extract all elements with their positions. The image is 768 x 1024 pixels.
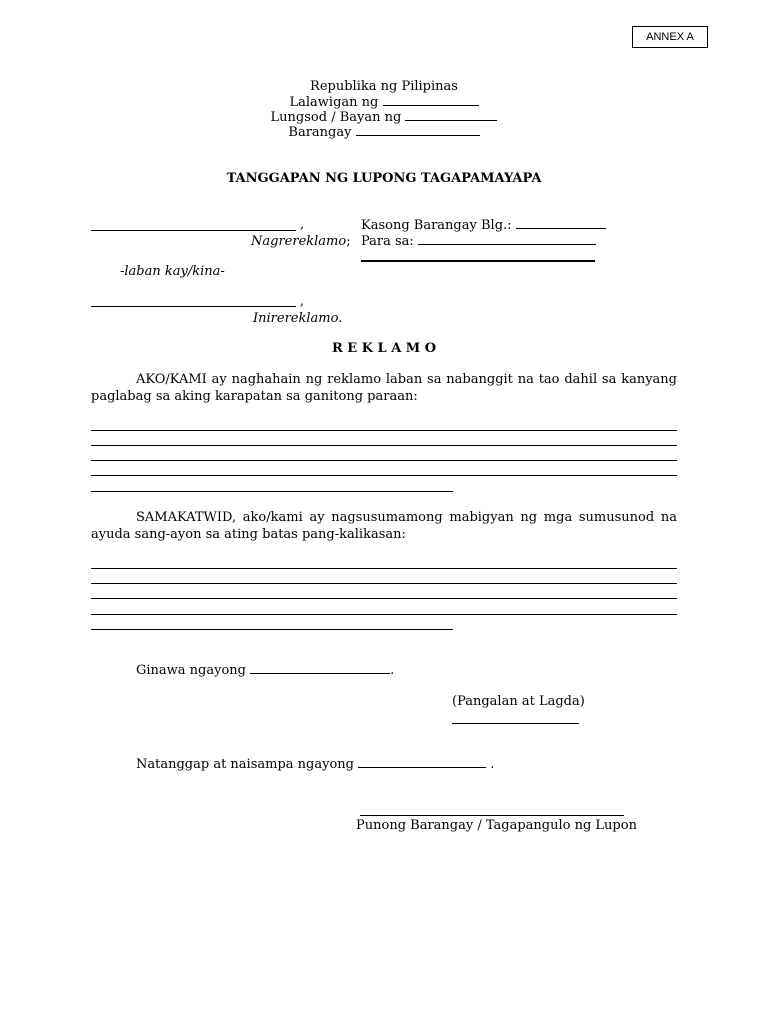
versus-label: -laban kay/kina- (120, 264, 225, 279)
signature-line[interactable] (452, 723, 579, 724)
received-label: Natanggap at naisampa ngayong (136, 757, 354, 772)
office-title: TANGGAPAN NG LUPONG TAGAPAMAYAPA (226, 171, 542, 186)
relief-line[interactable] (91, 568, 677, 569)
for-row (361, 234, 596, 249)
province-field[interactable] (383, 95, 479, 106)
relief-line[interactable] (91, 583, 677, 584)
complaint-line[interactable] (91, 491, 453, 492)
complaint-line[interactable] (91, 475, 677, 476)
complainant-label-row (251, 234, 351, 249)
signature-label: (Pangalan at Lagda) (452, 694, 585, 709)
made-on-row (136, 663, 394, 678)
complainant-label: Nagrereklamo (251, 234, 347, 249)
for-field[interactable] (418, 234, 596, 245)
city-label: Lungsod / Bayan ng (270, 110, 402, 125)
officer-signature-line[interactable] (360, 815, 624, 816)
header-republic: Republika ng Pilipinas (310, 79, 458, 94)
barangay-field[interactable] (356, 125, 480, 136)
respondent-label: Inirereklamo. (253, 311, 343, 326)
barangay-label: Barangay (288, 125, 352, 140)
received-period: . (490, 757, 495, 772)
header-barangay (0, 125, 768, 140)
complainant-comma: , (300, 217, 305, 232)
respondent-comma: , (300, 294, 305, 309)
city-field[interactable] (405, 110, 497, 121)
made-on-label: Ginawa ngayong (136, 663, 246, 678)
made-on-period: . (390, 663, 395, 678)
received-row (136, 757, 494, 772)
respondent-name-field[interactable] (91, 306, 296, 307)
made-on-date-field[interactable] (250, 663, 390, 674)
officer-label: Punong Barangay / Tagapangulo ng Lupon (356, 818, 637, 833)
complaint-line[interactable] (91, 460, 677, 461)
case-number-label: Kasong Barangay Blg.: (361, 218, 512, 233)
relief-line[interactable] (91, 629, 453, 630)
for-label: Para sa: (361, 234, 414, 249)
complainant-name-field[interactable] (91, 230, 296, 231)
complaint-title: R E K L A M O (331, 341, 437, 356)
relief-paragraph: SAMAKATWID, ako/kami ay nagsusumamong mabigyan ng mga sumusunod na ayuda sang-ayon sa ating batas pang-kalikasan: (91, 510, 677, 542)
relief-line[interactable] (91, 598, 677, 599)
case-number-field[interactable] (516, 218, 606, 229)
for-second-line[interactable] (361, 260, 595, 262)
received-date-field[interactable] (358, 757, 486, 768)
header-city (0, 110, 768, 125)
relief-line[interactable] (91, 614, 677, 615)
header-province (0, 95, 768, 110)
case-number-row (361, 218, 606, 233)
complainant-semicolon: ; (346, 234, 351, 249)
annex-label: ANNEX A (632, 26, 708, 48)
province-label: Lalawigan ng (289, 95, 379, 110)
complaint-line[interactable] (91, 430, 677, 431)
complaint-line[interactable] (91, 445, 677, 446)
complaint-paragraph: AKO/KAMI ay naghahain ng reklamo laban sa nabanggit na tao dahil sa kanyang paglabag sa aking karapatan sa ganitong paraan: (91, 372, 677, 404)
